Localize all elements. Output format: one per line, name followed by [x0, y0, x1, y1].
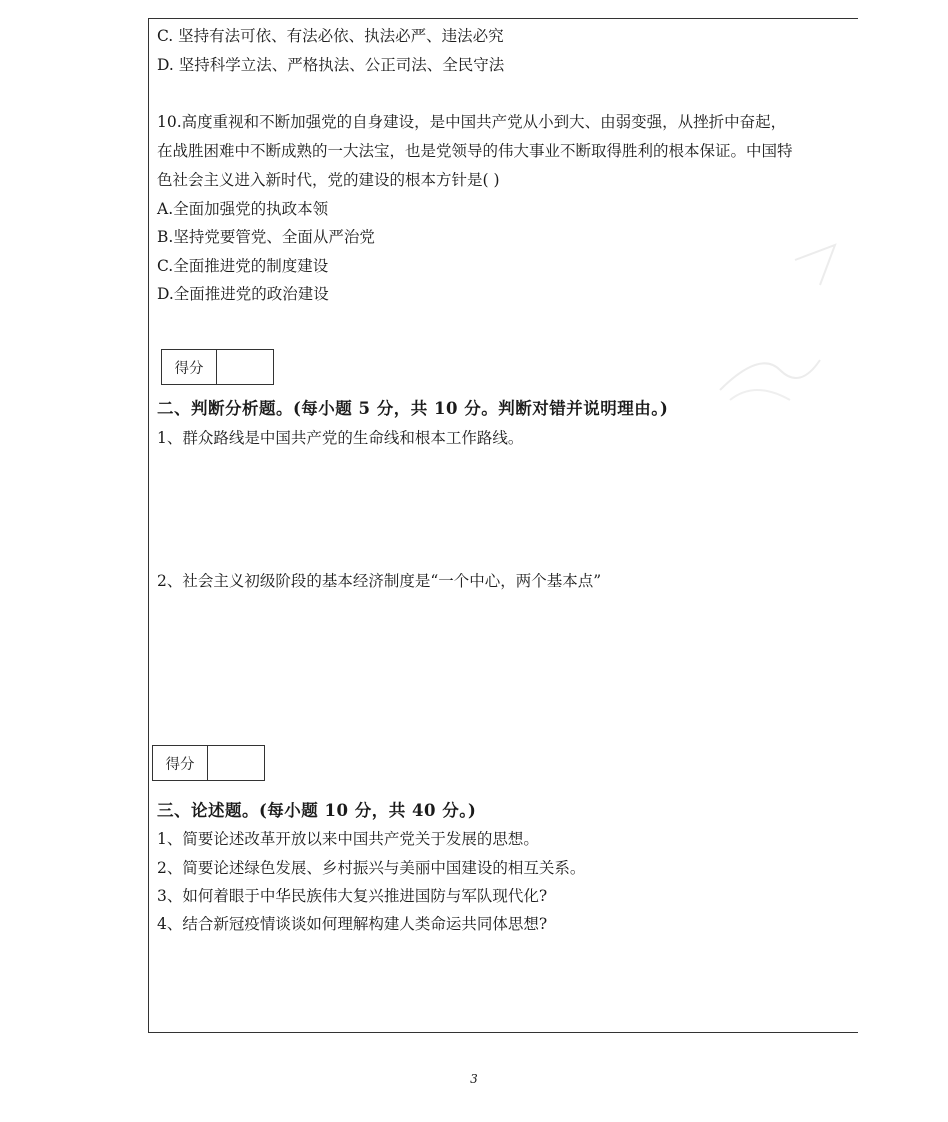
score-box-section3: [152, 745, 265, 781]
score-box-section2: [161, 349, 274, 385]
section3-item-3: 3、如何着眼于中华民族伟大复兴推进国防与军队现代化?: [157, 887, 548, 905]
score-label: 得分: [162, 350, 217, 384]
score-value-field[interactable]: [208, 746, 264, 780]
q10-option-a: A.全面加强党的执政本领: [157, 200, 329, 218]
score-value-field[interactable]: [217, 350, 273, 384]
section3-item-2: 2、简要论述绿色发展、乡村振兴与美丽中国建设的相互关系。: [157, 859, 586, 877]
section3-item-1: 1、简要论述改革开放以来中国共产党关于发展的思想。: [157, 830, 539, 848]
section2-title: 二、判断分析题。(每小题 5 分，共 10 分。判断对错并说明理由。): [157, 399, 669, 418]
q9-option-d: D. 坚持科学立法、严格执法、公正司法、全民守法: [157, 56, 505, 74]
q10-option-b: B.坚持党要管党、全面从严治党: [157, 228, 375, 246]
section2-item-2: 2、社会主义初级阶段的基本经济制度是“一个中心，两个基本点”: [157, 572, 602, 590]
q9-option-c: C. 坚持有法可依、有法必依、执法必严、违法必究: [157, 27, 504, 45]
q10-stem-line3: 色社会主义进入新时代，党的建设的根本方针是( ): [157, 171, 500, 189]
section3-item-4: 4、结合新冠疫情谈谈如何理解构建人类命运共同体思想?: [157, 915, 548, 933]
faint-watermark: [700, 240, 850, 420]
q10-stem-line1: 10.高度重视和不断加强党的自身建设，是中国共产党从小到大、由弱变强，从挫折中奋起，: [157, 113, 787, 131]
q10-option-d: D.全面推进党的政治建设: [157, 285, 329, 303]
section2-item-1: 1、群众路线是中国共产党的生命线和根本工作路线。: [157, 429, 524, 447]
section3-title: 三、论述题。(每小题 10 分，共 40 分。): [157, 801, 477, 820]
score-label: 得分: [153, 746, 208, 780]
q10-stem-line2: 在战胜困难中不断成熟的一大法宝，也是党领导的伟大事业不断取得胜利的根本保证。中国特: [157, 142, 793, 160]
page-number: 3: [470, 1072, 478, 1086]
q10-option-c: C.全面推进党的制度建设: [157, 257, 329, 275]
